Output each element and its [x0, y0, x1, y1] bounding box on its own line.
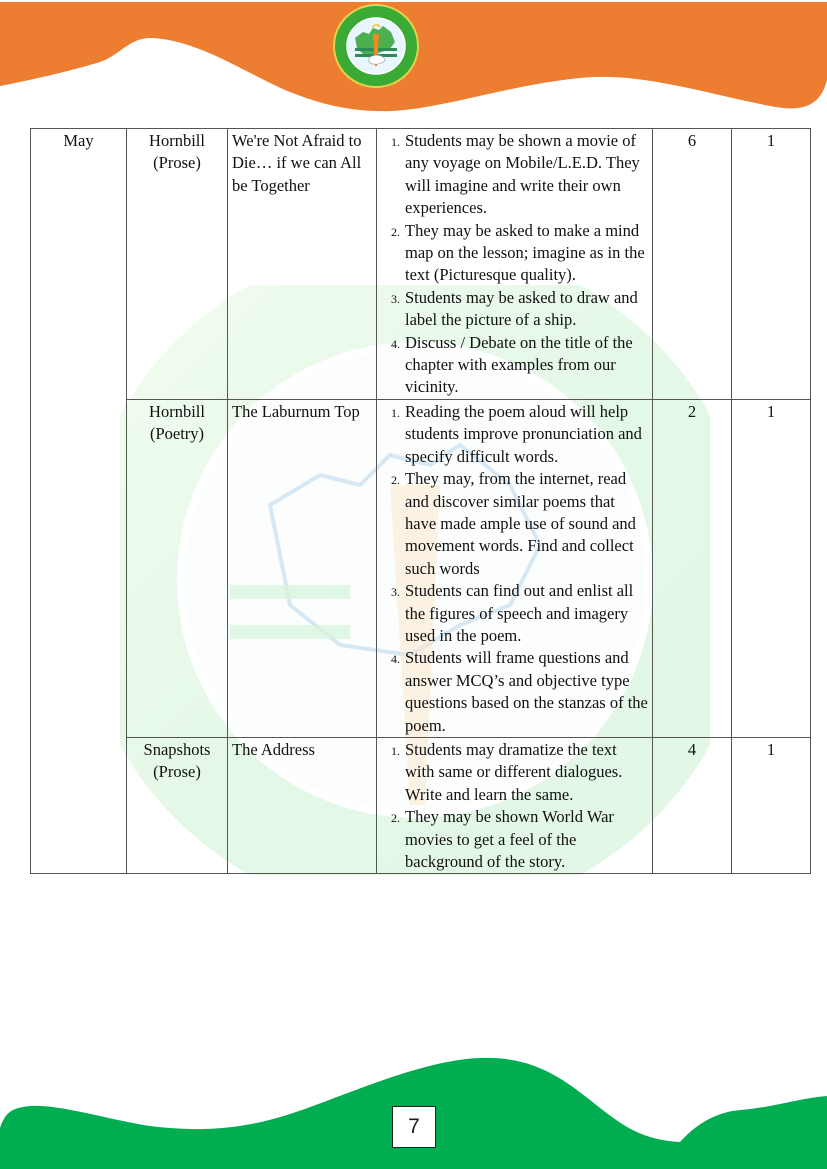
tests-cell: 1 [732, 399, 811, 737]
tests-cell: 1 [732, 129, 811, 400]
month-cell: May [31, 129, 127, 874]
activity-item: 3. Students may be asked to draw and label the picture of a ship. [403, 287, 648, 332]
activity-item: 1. Reading the poem aloud will help students improve pronunciation and specify difficult words. [403, 401, 648, 468]
activity-item: 4. Students will frame questions and answer MCQ’s and objective type questions based on the stanzas of the poem. [403, 647, 648, 737]
periods-cell: 2 [653, 399, 732, 737]
activity-item: 2. They may, from the internet, read and discover similar poems that have made ample use of sound and movement words. Find and collect such words [403, 468, 648, 580]
chapter-cell: We're Not Afraid to Die… if we can All be Together [228, 129, 377, 400]
chapter-cell: The Address [228, 737, 377, 873]
activity-list [381, 130, 648, 399]
page-number: 7 [392, 1106, 436, 1148]
activity-item: 3. Students can find out and enlist all the figures of speech and imagery used in the poem. [403, 580, 648, 647]
tests-cell: 1 [732, 737, 811, 873]
book-cell: Hornbill (Prose) [127, 129, 228, 400]
activity-item: 4. Discuss / Debate on the title of the chapter with examples from our vicinity. [403, 332, 648, 399]
book-cell: Hornbill (Poetry) [127, 399, 228, 737]
activity-list [381, 401, 648, 737]
periods-cell: 4 [653, 737, 732, 873]
chapter-cell: The Laburnum Top [228, 399, 377, 737]
activity-item: 1. Students may be shown a movie of any voyage on Mobile/L.E.D. They will imagine and write their own experiences. [403, 130, 648, 220]
table-row [31, 129, 811, 400]
activity-item: 2. They may be asked to make a mind map on the lesson; imagine as in the text (Picturesque quality). [403, 220, 648, 287]
board-emblem-icon [333, 4, 419, 88]
activities-cell [377, 737, 653, 873]
periods-cell: 6 [653, 129, 732, 400]
activity-item: 2. They may be shown World War movies to get a feel of the background of the story. [403, 806, 648, 873]
activities-cell [377, 129, 653, 400]
lesson-plan-table [30, 128, 811, 874]
table-row [31, 399, 811, 737]
table-row [31, 737, 811, 873]
activity-list [381, 739, 648, 873]
activity-item: 1. Students may dramatize the text with same or different dialogues. Write and learn the same. [403, 739, 648, 806]
activities-cell [377, 399, 653, 737]
book-cell: Snapshots (Prose) [127, 737, 228, 873]
